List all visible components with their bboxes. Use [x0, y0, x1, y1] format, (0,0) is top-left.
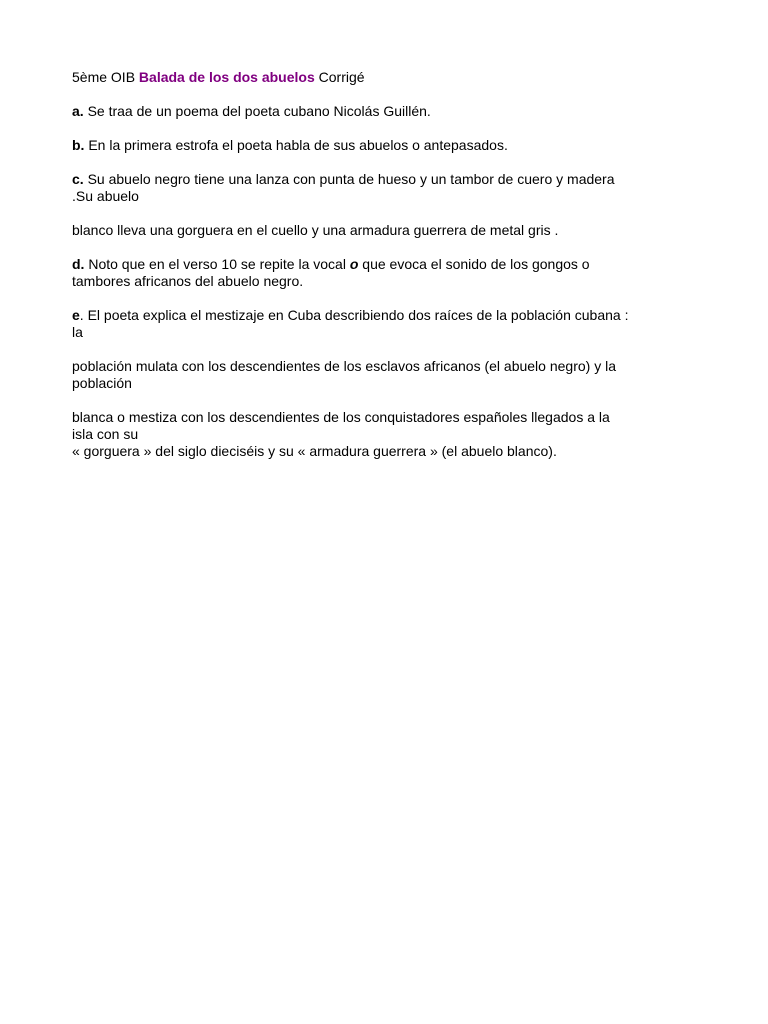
spacer: [72, 290, 696, 307]
answer-a-label: a.: [72, 103, 84, 119]
document-page: [72, 69, 696, 460]
spacer: [72, 239, 696, 256]
answer-d-vowel: o: [349, 256, 359, 272]
spacer: [72, 154, 696, 171]
spacer: [72, 341, 696, 358]
answer-e-text-5: blanca o mestiza con los descendientes de los conquistadores españoles llegados a la: [72, 409, 610, 425]
answer-b-label: b.: [72, 137, 85, 153]
answer-a: [72, 103, 696, 120]
answer-c-label: c.: [72, 171, 84, 187]
answer-c-text-2: .Su abuelo: [72, 188, 139, 204]
spacer: [72, 392, 696, 409]
answer-c-text-1: Su abuelo negro tiene una lanza con punta de hueso y un tambor de cuero y madera: [83, 171, 615, 187]
spacer: [72, 205, 696, 222]
answer-a-text: Se traa de un poema del poeta cubano Nicolás Guillén.: [83, 103, 431, 119]
header-prefix: 5ème OIB: [72, 69, 139, 85]
answer-c-text-3: blanco lleva una gorguera en el cuello y una armadura guerrera de metal gris .: [72, 222, 559, 238]
answer-e-text-4: población: [72, 375, 132, 391]
answer-d-text-1a: Noto que en el verso 10 se repite la vocal: [84, 256, 350, 272]
spacer: [72, 86, 696, 103]
answer-e-text-6: isla con su: [72, 426, 139, 442]
spacer: [72, 120, 696, 137]
answer-d: [72, 256, 696, 273]
answer-e-text-2: la: [72, 324, 83, 340]
answer-b-text: En la primera estrofa el poeta habla de sus abuelos o antepasados.: [84, 137, 508, 153]
document-title: Balada de los dos abuelos: [138, 69, 315, 85]
answer-b: [72, 137, 696, 154]
header-suffix: Corrigé: [314, 69, 365, 85]
document-header: [72, 69, 696, 86]
answer-e: [72, 307, 696, 324]
answer-d-label: d.: [72, 256, 85, 272]
answer-e-label: e: [72, 307, 80, 323]
answer-d-text-2: tambores africanos del abuelo negro.: [72, 273, 304, 289]
answer-c: [72, 171, 696, 188]
answer-e-text-3: población mulata con los descendientes de los esclavos africanos (el abuelo negro) y la: [72, 358, 616, 374]
answer-d-text-1b: que evoca el sonido de los gongos o: [358, 256, 590, 272]
answer-e-text-7: « gorguera » del siglo dieciséis y su « armadura guerrera » (el abuelo blanco).: [72, 443, 557, 459]
answer-e-text-1: . El poeta explica el mestizaje en Cuba describiendo dos raíces de la población cubana :: [79, 307, 629, 323]
